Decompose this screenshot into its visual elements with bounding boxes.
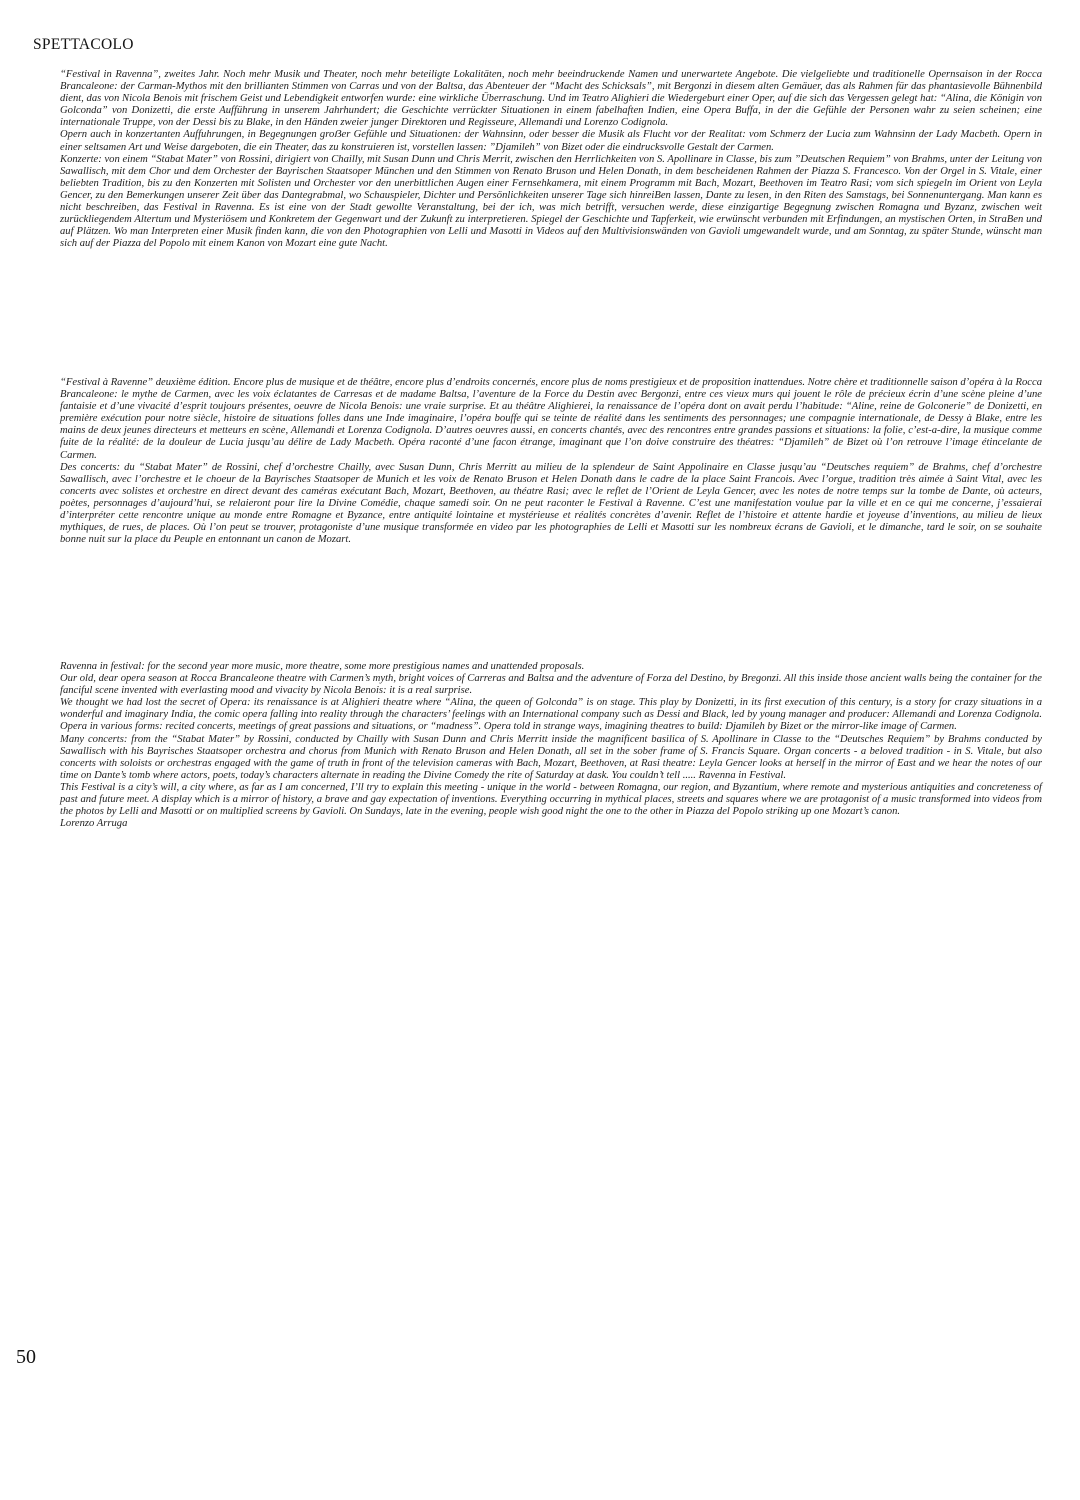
paragraph: Opern auch in konzertanten Auffuhrungen, in Begegnungen groẞer Gefühle und Situationen: der Wahnsinn, oder besser die Musik als Flucht vor der Realitat: vom Schmerz der Lucia zum Wahnsinn der Lady Macbeth. Opern in einer seltsamen Art und Weise dargeboten, die ein Theater, das zu konstruieren ist, vorstellen lassen: ”Djamileh” von Bizet oder die eindrucksvolle Gestalt der Carmen. [60,129,1042,153]
page-number: 50 [16,1346,36,1368]
section-title: SPETTACOLO [33,36,134,53]
paragraph: “Festival in Ravenna”, zweites Jahr. Noch mehr Musik und Theater, noch mehr beteiligte Lokalitäten, noch mehr beeindruckende Namen und unerwartete Angebote. Die vielgeliebte und traditionelle Opernsaison in der Rocca Brancaleone: der Carman-Mythos mit den brillianten Stimmen von Carras und von der Baltsa, das Abenteuer der “Macht des Schicksals”, mit Bergonzi in diesem alten Gemäuer, das als Rahmen für das phantasievolle Bühnenbild dient, das von Nicola Benois mit frischem Geist und Lebendigkeit entworfen wurde: eine wirkliche Überraschung. Und im Teatro Alighieri die Wiedergeburt einer Oper, auf die sich das Vergessen gelegt hat: “Alina, die Königin von Golconda” von Donizetti, die erste Aufführung in unserem Jahrhundert; die Geschichte verrückter Situationen in einem fabelhaften Indien, eine Opera Buffa, in der die Gefühle der Personen wahr zu seien scheinen; eine internationale Truppe, von der Dessi bis zu Blake, in den Händen zweier junger Direktoren und Regisseure, Allemandi und Lorenzo Codignola. [60,69,1042,129]
article-english [60,661,1042,830]
paragraph: Des concerts: du “Stabat Mater” de Rossini, chef d’orchestre Chailly, avec Susan Dunn, Chris Merritt au milieu de la splendeur de Saint Appolinaire en Classe jusqu’au “Deutsches requiem” de Brahms, chef d’orchestre Sawallisch, avec l’orchestre et le choeur de la Bayrisches Staatsoper de Munich et les voix de Renato Bruson et Helen Donath dans le cadre de la place Saint Francois. Avec l’orgue, tradition très aimée à Saint Vital, avec les concerts avec solistes et orchestre en direct devant des caméras exécutant Bach, Mozart, Beethoven, au théatre Rasi; avec le reflet de l’Orient de Leyla Gencer, avec les notes de notre temps sur la tombe de Dante, où acteurs, poètes, personnages d’aujourd’hui, se relaieront pour lire la Divine Comédie, chaque samedi soir. On ne peut raconter le Festival à Ravenne. C’est une manifestation voulue par la ville et en ce qui me concerne, j’essaierai d’interpréter cette rencontre unique au monde entre Romagne et Byzance, entre antiquité lointaine et mystérieuse et réalités concrètes d’avenir. Reflet de l’histoire et attente hardie et joyeuse d’inventions, au milieu de lieux mythiques, de rues, de places. Où l’on peut se trouver, protagoniste d’une musique transformée en video par les photographies de Lelli et Masotti sur les nombreux écrans de Gavioli, et le dimanche, tard le soir, on se souhaite bonne nuit sur la place du Peuple en entonnant un canon de Mozart. [60,461,1042,546]
paragraph: “Festival à Ravenne” deuxième édition. Encore plus de musique et de théâtre, encore plus d’endroits concernés, encore plus de noms prestigieux et de proposition inattendues. Notre chère et traditionnelle saison d’opéra à la Rocca Brancaleone: le mythe de Carmen, avec les voix éclatantes de Carresas et de madame Baltsa, l’aventure de la Force du Destin avec Bergonzi, entre ces vieux murs qui jouent le rôle de précieux écrin d’une scène pleine d’une fantaisie et d’une vivacité d’esprit toujours présentes, oeuvre de Nicola Benois: une vraie surprise. Et au théâtre Alighierei, la renaissance de l’opéra dont on avait perdu l’habitude: “Aline, reine de Golconerie” de Donizetti, en première exécution pour notre siècle, histoire de situations folles dans une Inde imaginaire, l’opéra bouffe qui se teinte de réalité dans les sentiments des personnages; une compagnie internationale, de Dessy à Blake, entre les mains de deux jeunes directeurs et metteurs en scène, Allemandi et Lorenza Codignola. D’autres oeuvres aussi, en concerts chantés, avec des rencontres entre grandes passions et situations: la folie, c’est-a-dire, la musique comme fuite de la réalité: de la douleur de Lucia jusqu’au délire de Lady Macbeth. Opéra raconté d’une facon étrange, imaginant que l’on doive construire des théatres: “Djamileh” de Bizet où l’on retrouve l’image étincelante de Carmen. [60,377,1042,461]
paragraph: This Festival is a city’s will, a city where, as far as I am concerned, I’ll try to explain this meeting - unique in the world - between Romagna, our region, and Byzantium, where remote and mysterious antiquities and concreteness of past and future meet. A display which is a mirror of history, a brave and gay expectation of inventions. Everything occurring in mythical places, streets and squares where we are protagonist of a music transformed into videos from the photos by Lelli and Masotti or on multiplied screens by Gavioli. On Sundays, late in the evening, people wish good night the one to the other in Piazza del Popolo striking up one Mozart’s canon. [60,781,1042,818]
article-french [60,377,1042,546]
paragraph: Konzerte: von einem “Stabat Mater” von Rossini, dirigiert von Chailly, mit Susan Dunn und Chris Merrit, zwischen den Herrlichkeiten von S. Apollinare in Classe, bis zum ”Deutschen Requiem” von Brahms, unter der Leitung von Sawallisch, mit dem Chor und dem Orchester der Bayrischen Staatsoper München und den Stimmen von Renato Bruson und Helen Donath, in dem bescheidenen Rahmen der Piazza S. Francesco. Von der Orgel in S. Vitale, einer beliebten Tradition, bis zu den Konzerten mit Solisten und Orchester vor den unerbittlichen Augen einer Fernsehkamera, mit einem Programm mit Bach, Mozart, Beethoven im Teatro Rasi; vom sich spiegeln im Orient von Leyla Gencer, zu den Bemerkungen unserer Zeit über das Dantegrabmal, wo Schauspieler, Dichter und Persönlichkeiten unserer Tage sich hinreiBen lassen, Dante zu lesen, in den Riten des Samstags, bei Sonnenuntergang. Man kann es nicht beschreiben, das Festival in Ravenna. Es ist eine von der Stadt gewollte Veranstaltung, bei der ich, was mich betrifft, versuchen werde, diese einzigartige Begegnung zwischen Romagna und Byzanz, zwischen weit zurückliegendem Altertum und Mysteriösem und Konkretem der Gegenwart und der Zukunft zu interpretieren. Spiegel der Geschichte und Tapferkeit, wie erwünscht verbunden mit Erfindungen, an mystischen Orten, in StraBen und auf Plätzen. Wo man Interpreten einer Musik finden kann, die von den Photographien von Lelli und Masotti in Videos auf den Multivisionswänden von Gavioli umgewandelt wurde, und am Sonntag, zu später Stunde, wünscht man sich auf der Piazza del Popolo mit einem Kanon von Mozart eine gute Nacht. [60,153,1042,250]
paragraph: We thought we had lost the secret of Opera: its renaissance is at Alighieri theatre where “Alina, the queen of Golconda” is on stage. This play by Donizetti, in its first execution of this century, is a story for crazy situations in a wonderful and imaginary India, the comic opera falling into reality through the characters’ feelings with an International company such as Dessi and Black, led by young manager and producer: Allemandi and Lorenza Codignola. Opera in various forms: recited concerts, meetings of great passions and situations, or “madness”. Opera told in strange ways, imagining theatres to build: Djamileh by Bizet or the mirror-like image of Carmen. [60,697,1042,733]
paragraph: Our old, dear opera season at Rocca Brancaleone theatre with Carmen’s myth, bright voices of Carreras and Baltsa and the adventure of Forza del Destino, by Bregonzi. All this inside those ancient walls being the container for the fanciful scene invented with everlasting mood and vivacity by Nicola Benois: it is a real surprise. [60,673,1042,697]
article-german [60,69,1042,250]
paragraph: Ravenna in festival: for the second year more music, more theatre, some more prestigious names and unattended proposals. [60,661,585,672]
paragraph: Many concerts: from the “Stabat Mater” by Rossini, conducted by Chailly with Susan Dunn and Chris Merritt inside the magnificent basilica of S. Apollinare in Classe to the “Deutsches Requiem” by Brahms conducted by Sawallisch with his Bayrisches Staatsoper orchestra and chorus from Munich with Renato Bruson and Helen Donath, all set in the sober frame of S. Francis Square. Organ concerts - a beloved tradition - in S. Vitale, but also concerts with soloists or orchestras engaged with the game of truth in front of the television cameras with Bach, Mozart, Beethoven, at Rasi theatre: Leyla Gencer looks at herself in the mirror of East and we hear the notes of our time on Dante’s tomb where actors, poets, today’s characters alternate in reading the Divine Comedy the rite of Saturday at dask. You couldn’t tell ..... Ravenna in Festival. [60,733,1042,781]
author-signature: Lorenzo Arruga [60,818,128,830]
